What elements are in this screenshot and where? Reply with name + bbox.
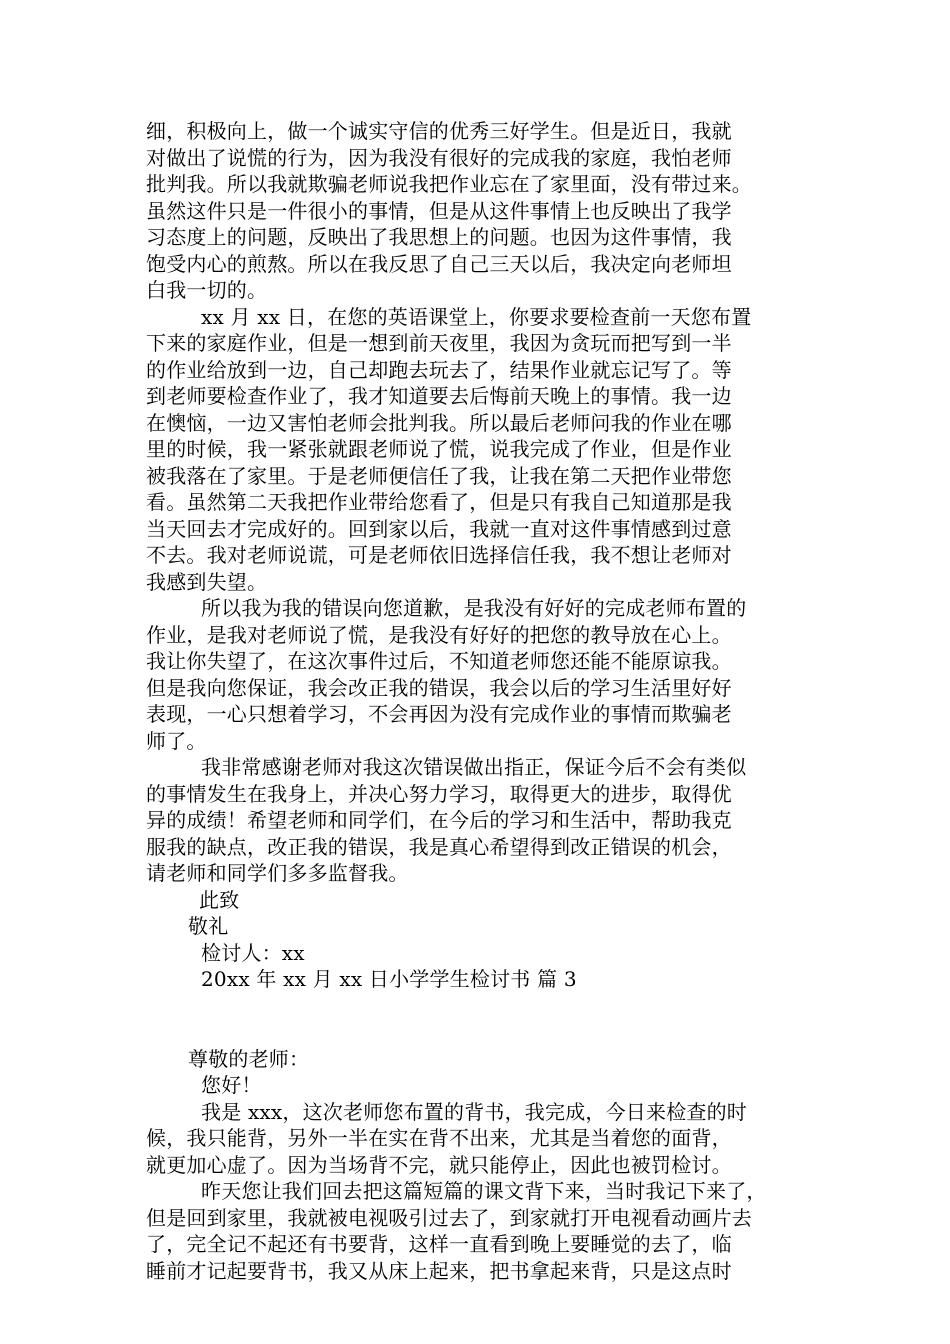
- salutation: 尊敬的老师：: [188, 1046, 310, 1071]
- text-line: 候，我只能背，另外一半在实在背不出来，尤其是当着您的面背，: [146, 1126, 732, 1150]
- text-line: 但是我向您保证，我会改正我的错误，我会以后的学习生活里好好: [146, 675, 732, 700]
- text-line: 当天回去才完成好的。回到家以后，我就一直对这件事情感到过意: [146, 516, 732, 541]
- text-line: 我让你失望了，在这次事件过后，不知道老师您还能不能原谅我。: [146, 649, 732, 673]
- paragraph-first-line: 所以我为我的错误向您道歉，是我没有好好的完成老师布置的: [201, 596, 747, 620]
- text-line: 细，积极向上，做一个诚实守信的优秀三好学生。但是近日，我就: [146, 119, 732, 143]
- text-line: 习态度上的问题，反映出了我思想上的问题。也因为这件事情，我: [146, 225, 732, 249]
- text-line: 我感到失望。: [146, 569, 268, 594]
- text-line: 了，完全记不起还有书要背，这样一直看到晚上要睡觉的去了，临: [146, 1232, 732, 1256]
- text-line: 批判我。所以我就欺骗老师说我把作业忘在了家里面，没有带过来。: [146, 172, 752, 196]
- text-line: 里的时候，我一紧张就跟老师说了慌，说我完成了作业，但是作业: [146, 437, 732, 461]
- closing-cizhi: 此致: [199, 887, 240, 912]
- paragraph-first-line: 我非常感谢老师对我这次错误做出指正，保证今后不会有类似: [201, 755, 747, 779]
- text-line: 下来的家庭作业，但是一想到前天夜里，我因为贪玩而把写到一半: [146, 331, 732, 355]
- text-line: 但是回到家里，我就被电视吸引过去了，到家就打开电视看动画片去: [146, 1205, 752, 1230]
- text-line: 到老师要检查作业了，我才知道要去后悔前天晚上的事情。我一边: [146, 384, 732, 408]
- text-line: 请老师和同学们多多监督我。: [146, 861, 409, 885]
- paragraph-first-line: xx 月 xx 日，在您的英语课堂上，你要求要检查前一天您布置: [201, 304, 752, 329]
- blank-gap: [146, 993, 836, 1046]
- text-line: 就更加心虚了。因为当场背不完，就只能停止，因此也被罚检讨。: [146, 1152, 732, 1177]
- text-line: 虽然这件只是一件很小的事情，但是从这件事情上也反映出了我学: [146, 198, 732, 223]
- text-line: 看。虽然第二天我把作业带给您看了，但是只有我自己知道那是我: [146, 490, 732, 514]
- text-line: 师了。: [146, 728, 207, 753]
- signature: 检讨人：xx: [201, 940, 305, 965]
- paragraph-first-line: 我是 xxx，这次老师您布置的背书，我完成，今日来检查的时: [201, 1099, 747, 1124]
- date-and-section-title: 20xx 年 xx 月 xx 日小学学生检讨书 篇 3: [201, 967, 577, 991]
- paragraph-first-line: 昨天您让我们回去把这篇短篇的课文背下来，当时我记下来了，: [201, 1179, 767, 1203]
- text-line: 表现，一心只想着学习，不会再因为没有完成作业的事情而欺骗老: [146, 702, 732, 726]
- closing-jingli: 敬礼: [188, 914, 229, 938]
- text-line: 的作业给放到一边，自己却跑去玩去了，结果作业就忘记写了。等: [146, 357, 732, 382]
- text-line: 睡前才记起要背书，我又从床上起来，把书拿起来背，只是这点时: [146, 1258, 732, 1283]
- text-line: 不去。我对老师说谎，可是老师依旧选择信任我，我不想让老师对: [146, 543, 732, 567]
- text-line: 的事情发生在我身上，并决心努力学习，取得更大的进步，取得优: [146, 781, 732, 806]
- document-body: [146, 118, 836, 1284]
- text-line: 被我落在了家里。于是老师便信任了我，让我在第二天把作业带您: [146, 463, 732, 488]
- greeting: 您好！: [201, 1073, 262, 1097]
- text-line: 对做出了说慌的行为，因为我没有很好的完成我的家庭，我怕老师: [146, 145, 732, 170]
- text-line: 作业，是我对老师说了慌，是我没有好好的把您的教导放在心上。: [146, 622, 732, 647]
- text-line: 服我的缺点，改正我的错误，我是真心希望得到改正错误的机会，: [146, 834, 732, 859]
- text-line: 在懊恼，一边又害怕老师会批判我。所以最后老师问我的作业在哪: [146, 410, 732, 435]
- text-line: 白我一切的。: [146, 278, 268, 302]
- text-line: 异的成绩！希望老师和同学们，在今后的学习和生活中，帮助我克: [146, 808, 732, 832]
- text-line: 饱受内心的煎熬。所以在我反思了自己三天以后，我决定向老师坦: [146, 251, 732, 276]
